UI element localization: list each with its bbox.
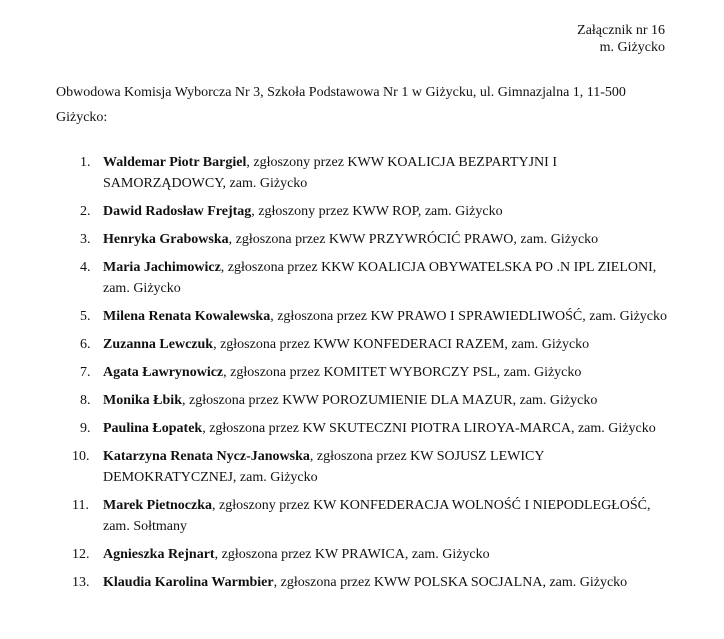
member-details: , zgłoszony przez KWW ROP, zam. Giżycko [251, 204, 503, 219]
list-item [72, 495, 680, 537]
list-item [80, 152, 680, 194]
list-item [80, 334, 680, 355]
member-name: Dawid Radosław Frejtag [103, 204, 252, 219]
member-details: , zgłoszony przez KW KONFEDERACJA WOLNOŚĆ I NIEPODLEGŁOŚĆ, zam. Sołtmany [103, 498, 651, 534]
item-number: 9. [80, 421, 91, 436]
member-details: , zgłoszony przez KWW KOALICJA BEZPARTYJNI I SAMORZĄDOWCY, zam. Giżycko [103, 155, 557, 191]
list-item [72, 446, 680, 488]
attachment-city: m. Giżycko [599, 40, 665, 55]
list-item [80, 362, 680, 383]
member-details: , zgłoszona przez KOMITET WYBORCZY PSL, zam. Giżycko [223, 365, 582, 380]
list-item [80, 229, 680, 250]
list-item [72, 544, 680, 565]
member-name: Katarzyna Renata Nycz-Janowska [103, 449, 310, 464]
item-number: 5. [80, 309, 91, 324]
item-number: 3. [80, 232, 91, 247]
member-details: , zgłoszona przez KKW KOALICJA OBYWATELSKA PO .N IPL ZIELONI, zam. Giżycko [103, 260, 657, 296]
commission-description: Obwodowa Komisja Wyborcza Nr 3, Szkoła Podstawowa Nr 1 w Giżycku, ul. Gimnazjalna 1, 11-500 Giżycko: [56, 85, 626, 125]
member-name: Zuzanna Lewczuk [103, 337, 214, 352]
member-details: , zgłoszona przez KWW POROZUMIENIE DLA MAZUR, zam. Giżycko [181, 393, 598, 408]
member-details: , zgłoszona przez KWW PRZYWRÓCIĆ PRAWO, zam. Giżycko [228, 232, 599, 247]
list-item [80, 257, 680, 299]
member-name: Milena Renata Kowalewska [103, 309, 271, 324]
member-details: , zgłoszona przez KW SKUTECZNI PIOTRA LIROYA-MARCA, zam. Giżycko [202, 421, 656, 436]
item-number: 13. [72, 575, 90, 590]
member-details: , zgłoszona przez KWW POLSKA SOCJALNA, zam. Giżycko [273, 575, 628, 590]
member-details: , zgłoszona przez KW PRAWICA, zam. Giżycko [214, 547, 490, 562]
member-details: , zgłoszona przez KW PRAWO I SPRAWIEDLIWOŚĆ, zam. Giżycko [270, 309, 668, 324]
list-item [80, 306, 680, 327]
member-name: Agnieszka Rejnart [103, 547, 215, 562]
member-name: Monika Łbik [103, 393, 182, 408]
attachment-number: Załącznik nr 16 [577, 23, 665, 38]
attachment-header [577, 22, 665, 56]
item-number: 11. [72, 498, 89, 513]
member-name: Paulina Łopatek [103, 421, 203, 436]
member-name: Marek Pietnoczka [103, 498, 212, 513]
member-name: Henryka Grabowska [103, 232, 229, 247]
item-number: 6. [80, 337, 91, 352]
member-details: , zgłoszona przez KWW KONFEDERACI RAZEM, zam. Giżycko [213, 337, 590, 352]
item-number: 10. [72, 449, 90, 464]
item-number: 4. [80, 260, 91, 275]
members-list [72, 152, 680, 600]
member-name: Agata Ławrynowicz [103, 365, 224, 380]
member-name: Klaudia Karolina Warmbier [103, 575, 274, 590]
item-number: 12. [72, 547, 90, 562]
member-details: , zgłoszona przez KW SOJUSZ LEWICY DEMOKRATYCZNEJ, zam. Giżycko [103, 449, 544, 485]
list-item [80, 418, 680, 439]
item-number: 8. [80, 393, 91, 408]
item-number: 1. [80, 155, 91, 170]
list-item [72, 572, 680, 593]
list-item [80, 390, 680, 411]
member-name: Waldemar Piotr Bargiel [103, 155, 247, 170]
list-item [80, 201, 680, 222]
item-number: 2. [80, 204, 91, 219]
member-name: Maria Jachimowicz [103, 260, 221, 275]
item-number: 7. [80, 365, 91, 380]
